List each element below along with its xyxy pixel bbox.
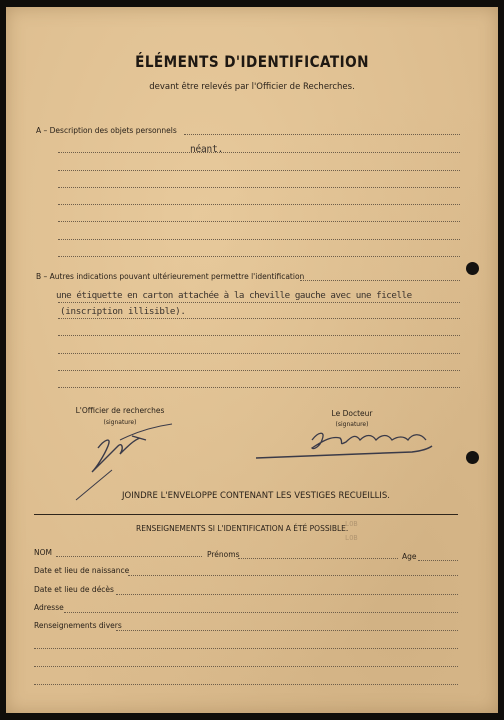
prenoms-label: Prénoms xyxy=(207,550,240,559)
identification-heading: RENSEIGNEMENTS SI L'IDENTIFICATION A ÉTÉ POSSIBLE. xyxy=(136,524,349,533)
dotted-line xyxy=(418,560,458,561)
naissance-label: Date et lieu de naissance xyxy=(34,566,130,575)
officer-signature-sublabel: (signature) xyxy=(103,419,137,426)
officer-signature-scribble xyxy=(92,436,146,472)
dotted-line xyxy=(34,648,458,649)
dotted-line xyxy=(34,684,458,685)
faint-stamp: LOB xyxy=(345,520,358,528)
dotted-line xyxy=(238,558,398,559)
age-label: Age xyxy=(402,552,417,561)
envelope-instruction: JOINDRE L'ENVELOPPE CONTENANT LES VESTIGES RECUEILLIS. xyxy=(122,491,390,501)
section-b-typed-line-2: (inscription illisible). xyxy=(60,306,186,317)
dotted-line xyxy=(64,612,458,613)
doctor-signature-underline xyxy=(256,446,432,458)
section-b-label: B – Autres indications pouvant ultérieurement permettre l'identification xyxy=(36,272,305,281)
deces-label: Date et lieu de décès xyxy=(34,585,114,594)
section-a-label: A – Description des objets personnels xyxy=(36,126,177,135)
page-subtitle: devant être relevés par l'Officier de Recherches. xyxy=(149,82,355,92)
nom-label: NOM xyxy=(34,548,52,557)
section-a-typed-text: néant. xyxy=(190,144,224,155)
officer-signature-stroke xyxy=(76,424,172,500)
doctor-signature-label: Le Docteur xyxy=(331,409,373,418)
faint-stamp: LOB xyxy=(345,534,358,542)
doctor-signature-scribble xyxy=(312,433,426,448)
divers-label: Renseignements divers xyxy=(34,621,122,630)
section-b-typed-line-1: une étiquette en carton attachée à la cheville gauche avec une ficelle xyxy=(56,290,412,301)
page-title: ÉLÉMENTS D'IDENTIFICATION xyxy=(135,52,369,71)
officer-signature-label: L'Officier de recherches xyxy=(75,406,165,415)
doctor-signature-sublabel: (signature) xyxy=(335,421,369,428)
section-divider xyxy=(34,514,458,515)
dotted-line xyxy=(116,630,458,631)
adresse-label: Adresse xyxy=(34,603,64,612)
dotted-line xyxy=(128,575,458,576)
dotted-line xyxy=(116,594,458,595)
dotted-line xyxy=(34,666,458,667)
dotted-line xyxy=(56,556,202,557)
